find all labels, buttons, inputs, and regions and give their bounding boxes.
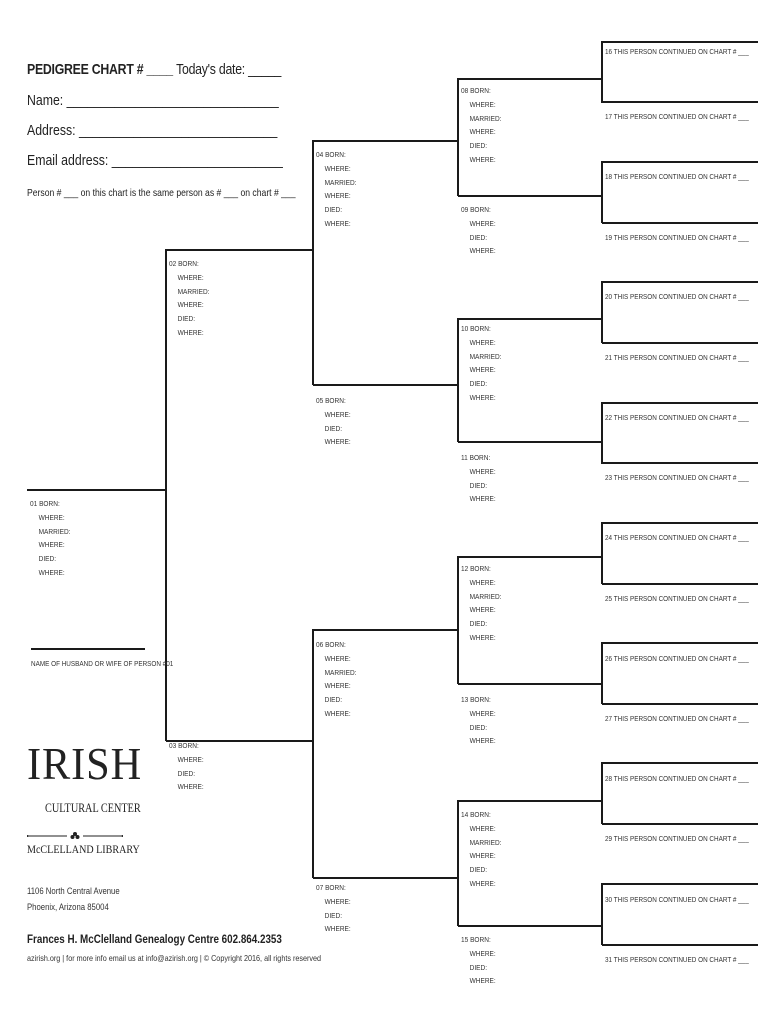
married-field: MARRIED: bbox=[324, 177, 357, 187]
where-field: WHERE: bbox=[469, 878, 496, 888]
connector-05 bbox=[457, 318, 459, 442]
person-11[interactable] bbox=[461, 451, 496, 506]
connector-11 bbox=[601, 402, 603, 464]
continued-23[interactable]: 23 THIS PERSON CONTINUED ON CHART # ___ bbox=[605, 473, 749, 482]
where-field: WHERE: bbox=[324, 191, 351, 201]
footer-copyright: azirish.org | for more info email us at info@azirish.org | © Copyright 2016, all rights reserved bbox=[27, 953, 322, 963]
name-line[interactable]: Name: _______________________________ bbox=[27, 92, 279, 109]
line-person-08 bbox=[458, 78, 602, 80]
born-field: 04 BORN: bbox=[316, 150, 346, 159]
died-field: DIED: bbox=[324, 695, 343, 705]
person-15[interactable] bbox=[461, 933, 496, 988]
where-field: WHERE: bbox=[38, 540, 65, 550]
connector-14 bbox=[601, 762, 603, 824]
born-field: 08 BORN: bbox=[461, 86, 491, 95]
address-line[interactable]: Address: _____________________________ bbox=[27, 122, 278, 139]
where-field: WHERE: bbox=[324, 409, 351, 419]
person-09[interactable] bbox=[461, 203, 496, 258]
continued-26[interactable]: 26 THIS PERSON CONTINUED ON CHART # ___ bbox=[605, 654, 749, 663]
died-field: DIED: bbox=[177, 768, 196, 778]
where-field: WHERE: bbox=[324, 924, 351, 934]
where-field: WHERE: bbox=[469, 337, 496, 347]
married-field: MARRIED: bbox=[324, 667, 357, 677]
connector-09 bbox=[601, 161, 603, 223]
connector-06 bbox=[457, 556, 459, 684]
married-field: MARRIED: bbox=[469, 591, 502, 601]
born-field: 10 BORN: bbox=[461, 324, 491, 333]
died-field: DIED: bbox=[469, 232, 488, 242]
where-field: WHERE: bbox=[469, 605, 496, 615]
connector-03 bbox=[312, 629, 314, 878]
line-person-12 bbox=[458, 556, 602, 558]
chart-title bbox=[27, 61, 281, 78]
where-field: WHERE: bbox=[469, 154, 496, 164]
where-field: WHERE: bbox=[469, 218, 496, 228]
continued-27[interactable]: 27 THIS PERSON CONTINUED ON CHART # ___ bbox=[605, 714, 749, 723]
born-field: 02 BORN: bbox=[169, 259, 199, 268]
spouse-label: NAME OF HUSBAND OR WIFE OF PERSON #01 bbox=[31, 659, 174, 668]
shamrock-divider-icon bbox=[27, 832, 123, 840]
genealogy-centre-name: Frances H. McClelland Genealogy Centre 602.864.2353 bbox=[27, 932, 282, 946]
address-street: 1106 North Central Avenue bbox=[27, 886, 120, 896]
died-field: DIED: bbox=[324, 205, 343, 215]
logo-wordmark: IRISH bbox=[27, 738, 143, 789]
where-field: WHERE: bbox=[324, 437, 351, 447]
chart-number: PEDIGREE CHART # ____ bbox=[27, 61, 173, 78]
born-field: 11 BORN: bbox=[461, 453, 491, 462]
line-person-31 bbox=[602, 944, 758, 946]
person-12[interactable] bbox=[461, 562, 502, 645]
continued-25[interactable]: 25 THIS PERSON CONTINUED ON CHART # ___ bbox=[605, 594, 749, 603]
where-field: WHERE: bbox=[469, 851, 496, 861]
todays-date: Today's date: _____ bbox=[176, 61, 282, 78]
email-line[interactable]: Email address: _________________________ bbox=[27, 152, 283, 169]
died-field: DIED: bbox=[469, 865, 488, 875]
where-field: WHERE: bbox=[469, 365, 496, 375]
line-person-16 bbox=[602, 41, 758, 43]
where-field: WHERE: bbox=[469, 494, 496, 504]
born-field: 09 BORN: bbox=[461, 205, 491, 214]
line-person-05 bbox=[313, 384, 458, 386]
person-03[interactable] bbox=[169, 739, 204, 794]
line-person-09 bbox=[458, 195, 602, 197]
connector-08 bbox=[601, 41, 603, 103]
died-field: DIED: bbox=[324, 423, 343, 433]
where-field: WHERE: bbox=[469, 577, 496, 587]
continued-18[interactable]: 18 THIS PERSON CONTINUED ON CHART # ___ bbox=[605, 172, 749, 181]
connector-02 bbox=[312, 140, 314, 385]
where-field: WHERE: bbox=[469, 736, 496, 746]
where-field: WHERE: bbox=[469, 99, 496, 109]
died-field: DIED: bbox=[324, 910, 343, 920]
spouse-line bbox=[31, 648, 145, 650]
continued-21[interactable]: 21 THIS PERSON CONTINUED ON CHART # ___ bbox=[605, 353, 749, 362]
line-person-25 bbox=[602, 583, 758, 585]
address-block bbox=[27, 883, 120, 915]
line-person-30 bbox=[602, 883, 758, 885]
line-person-01 bbox=[27, 489, 166, 491]
connector-07 bbox=[457, 800, 459, 926]
where-field: WHERE: bbox=[177, 782, 204, 792]
line-person-26 bbox=[602, 642, 758, 644]
person-02[interactable] bbox=[169, 257, 210, 340]
continued-28[interactable]: 28 THIS PERSON CONTINUED ON CHART # ___ bbox=[605, 774, 749, 783]
born-field: 05 BORN: bbox=[316, 396, 346, 405]
where-field: WHERE: bbox=[469, 466, 496, 476]
where-field: WHERE: bbox=[38, 512, 65, 522]
where-field: WHERE: bbox=[469, 823, 496, 833]
line-person-19 bbox=[602, 222, 758, 224]
where-field: WHERE: bbox=[469, 948, 496, 958]
line-person-20 bbox=[602, 281, 758, 283]
where-field: WHERE: bbox=[469, 708, 496, 718]
line-person-18 bbox=[602, 161, 758, 163]
where-field: WHERE: bbox=[38, 567, 65, 577]
line-person-23 bbox=[602, 462, 758, 464]
connector-15 bbox=[601, 883, 603, 945]
irish-cultural-center-logo bbox=[27, 738, 143, 859]
where-field: WHERE: bbox=[469, 976, 496, 986]
where-field: WHERE: bbox=[177, 272, 204, 282]
line-person-24 bbox=[602, 522, 758, 524]
continued-24[interactable]: 24 THIS PERSON CONTINUED ON CHART # ___ bbox=[605, 533, 749, 542]
line-person-04 bbox=[313, 140, 458, 142]
continued-31[interactable]: 31 THIS PERSON CONTINUED ON CHART # ___ bbox=[605, 955, 749, 964]
line-person-22 bbox=[602, 402, 758, 404]
continued-29[interactable]: 29 THIS PERSON CONTINUED ON CHART # ___ bbox=[605, 834, 749, 843]
born-field: 12 BORN: bbox=[461, 564, 491, 573]
person-04[interactable] bbox=[316, 148, 357, 231]
person-05[interactable] bbox=[316, 394, 351, 449]
died-field: DIED: bbox=[469, 619, 488, 629]
where-field: WHERE: bbox=[469, 392, 496, 402]
line-person-29 bbox=[602, 823, 758, 825]
died-field: DIED: bbox=[469, 141, 488, 151]
married-field: MARRIED: bbox=[469, 351, 502, 361]
connector-13 bbox=[601, 642, 603, 704]
where-field: WHERE: bbox=[177, 327, 204, 337]
continued-22[interactable]: 22 THIS PERSON CONTINUED ON CHART # ___ bbox=[605, 413, 749, 422]
line-person-15 bbox=[458, 925, 602, 927]
died-field: DIED: bbox=[469, 962, 488, 972]
person-14[interactable] bbox=[461, 808, 502, 891]
died-field: DIED: bbox=[469, 379, 488, 389]
where-field: WHERE: bbox=[177, 754, 204, 764]
same-person-note: Person # ___ on this chart is the same person as # ___ on chart # ___ bbox=[27, 187, 296, 199]
married-field: MARRIED: bbox=[469, 113, 502, 123]
person-10[interactable] bbox=[461, 322, 502, 405]
line-person-11 bbox=[458, 441, 602, 443]
married-field: MARRIED: bbox=[469, 837, 502, 847]
person-13[interactable] bbox=[461, 693, 496, 748]
where-field: WHERE: bbox=[324, 218, 351, 228]
continued-20[interactable]: 20 THIS PERSON CONTINUED ON CHART # ___ bbox=[605, 292, 749, 301]
where-field: WHERE: bbox=[469, 246, 496, 256]
person-06[interactable] bbox=[316, 638, 357, 721]
where-field: WHERE: bbox=[324, 896, 351, 906]
connector-10 bbox=[601, 281, 603, 343]
where-field: WHERE: bbox=[469, 632, 496, 642]
born-field: 07 BORN: bbox=[316, 883, 346, 892]
line-person-28 bbox=[602, 762, 758, 764]
died-field: DIED: bbox=[469, 722, 488, 732]
married-field: MARRIED: bbox=[177, 286, 210, 296]
born-field: 15 BORN: bbox=[461, 935, 491, 944]
continued-16[interactable]: 16 THIS PERSON CONTINUED ON CHART # ___ bbox=[605, 47, 749, 56]
line-person-17 bbox=[602, 101, 758, 103]
where-field: WHERE: bbox=[324, 653, 351, 663]
logo-subtitle: CULTURAL CENTER bbox=[45, 801, 141, 815]
continued-17[interactable]: 17 THIS PERSON CONTINUED ON CHART # ___ bbox=[605, 112, 749, 121]
connector-12 bbox=[601, 522, 603, 584]
line-person-21 bbox=[602, 342, 758, 344]
where-field: WHERE: bbox=[324, 163, 351, 173]
line-person-07 bbox=[313, 877, 458, 879]
line-person-27 bbox=[602, 703, 758, 705]
connector-04 bbox=[457, 78, 459, 196]
where-field: WHERE: bbox=[177, 300, 204, 310]
address-city: Phoenix, Arizona 85004 bbox=[27, 902, 109, 912]
where-field: WHERE: bbox=[324, 681, 351, 691]
line-person-13 bbox=[458, 683, 602, 685]
person-01[interactable] bbox=[30, 497, 71, 580]
born-field: 13 BORN: bbox=[461, 695, 491, 704]
person-08[interactable] bbox=[461, 84, 502, 167]
line-person-06 bbox=[313, 629, 458, 631]
continued-30[interactable]: 30 THIS PERSON CONTINUED ON CHART # ___ bbox=[605, 895, 749, 904]
line-person-14 bbox=[458, 800, 602, 802]
line-person-10 bbox=[458, 318, 602, 320]
born-field: 14 BORN: bbox=[461, 810, 491, 819]
logo-library: McCLELLAND LIBRARY bbox=[27, 842, 140, 856]
born-field: 03 BORN: bbox=[169, 741, 199, 750]
born-field: 01 BORN: bbox=[30, 499, 60, 508]
line-person-02 bbox=[166, 249, 313, 251]
continued-19[interactable]: 19 THIS PERSON CONTINUED ON CHART # ___ bbox=[605, 233, 749, 242]
where-field: WHERE: bbox=[469, 127, 496, 137]
married-field: MARRIED: bbox=[38, 526, 71, 536]
logo-divider bbox=[27, 827, 123, 835]
died-field: DIED: bbox=[38, 554, 57, 564]
died-field: DIED: bbox=[177, 314, 196, 324]
person-07[interactable] bbox=[316, 881, 351, 936]
died-field: DIED: bbox=[469, 480, 488, 490]
born-field: 06 BORN: bbox=[316, 640, 346, 649]
where-field: WHERE: bbox=[324, 708, 351, 718]
